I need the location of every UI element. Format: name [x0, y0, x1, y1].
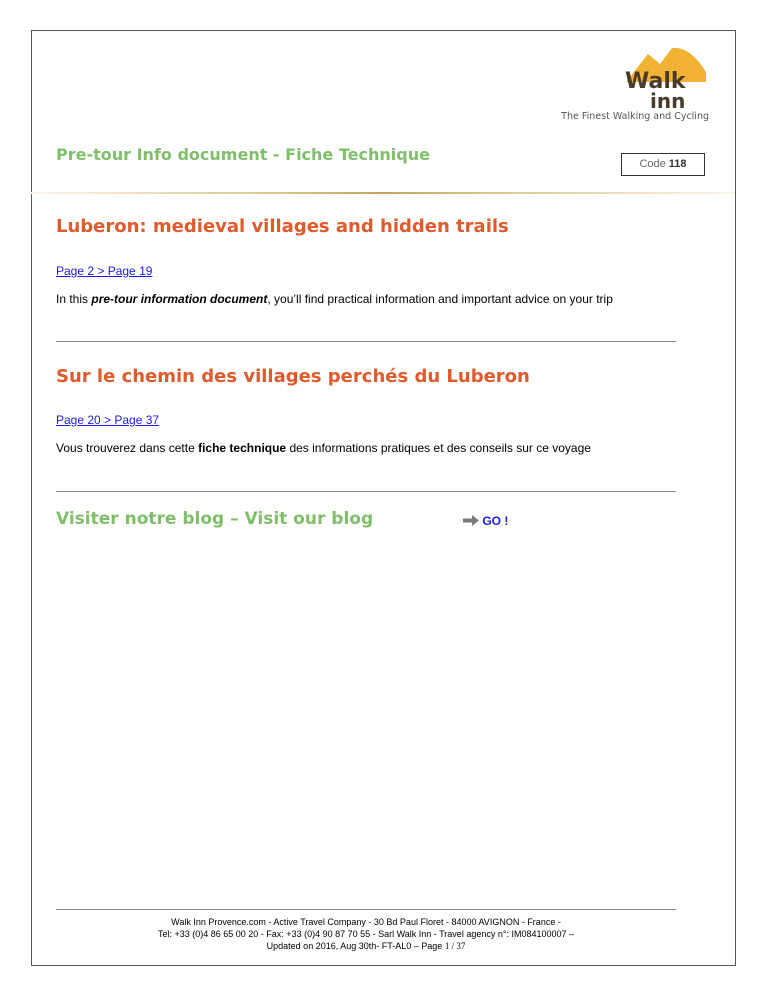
- arrow-right-icon: [463, 515, 479, 526]
- description-text: des informations pratiques et des conseils sur ce voyage: [286, 441, 591, 455]
- section-divider: [56, 341, 676, 342]
- go-label: GO !: [482, 514, 509, 528]
- blog-go-link[interactable]: [463, 514, 508, 528]
- blog-title: Visiter notre blog – Visit our blog: [56, 509, 374, 529]
- tagline: The Finest Walking and Cycling: [561, 111, 709, 122]
- header-divider: [31, 192, 735, 194]
- section-divider: [56, 491, 676, 492]
- logo-walk-text: Walk: [625, 69, 686, 94]
- section-description-english: [56, 292, 613, 306]
- footer-update-text: Updated on 2016, Aug 30th- FT-AL0 – Page: [266, 941, 443, 951]
- footer-contact: Tel: +33 (0)4 86 65 00 20 - Fax: +33 (0)4 90 87 70 55 - Sarl Walk Inn - Travel agency n°: IM084100007 –: [157, 929, 574, 939]
- description-emphasis: fiche technique: [198, 441, 287, 455]
- description-text: , you’ll find practical information and important advice on your trip: [267, 292, 613, 306]
- document-title: Pre-tour Info document - Fiche Technique: [56, 145, 430, 164]
- walk-inn-logo: [620, 42, 710, 110]
- code-value: 118: [668, 158, 687, 170]
- footer-update: [56, 940, 676, 952]
- logo-inn-text: inn: [650, 89, 686, 110]
- description-emphasis: pre-tour information document: [91, 292, 268, 306]
- footer-divider: [56, 909, 676, 910]
- footer-address: Walk Inn Provence.com - Active Travel Company - 30 Bd Paul Floret - 84000 AVIGNON - France -: [171, 917, 561, 927]
- page-number: 1 / 37: [444, 941, 466, 951]
- code-label: Code: [639, 158, 666, 170]
- description-text: In this: [56, 292, 92, 306]
- section-title-english: Luberon: medieval villages and hidden trails: [56, 216, 509, 237]
- footer: [56, 916, 676, 952]
- section-title-french: Sur le chemin des villages perchés du Luberon: [56, 366, 530, 387]
- section-description-french: [56, 441, 591, 455]
- link-page-2-19[interactable]: Page 2 > Page 19: [56, 264, 153, 278]
- link-page-20-37[interactable]: Page 20 > Page 37: [56, 413, 160, 427]
- description-text: Vous trouverez dans cette: [56, 441, 199, 455]
- code-box: [621, 153, 705, 176]
